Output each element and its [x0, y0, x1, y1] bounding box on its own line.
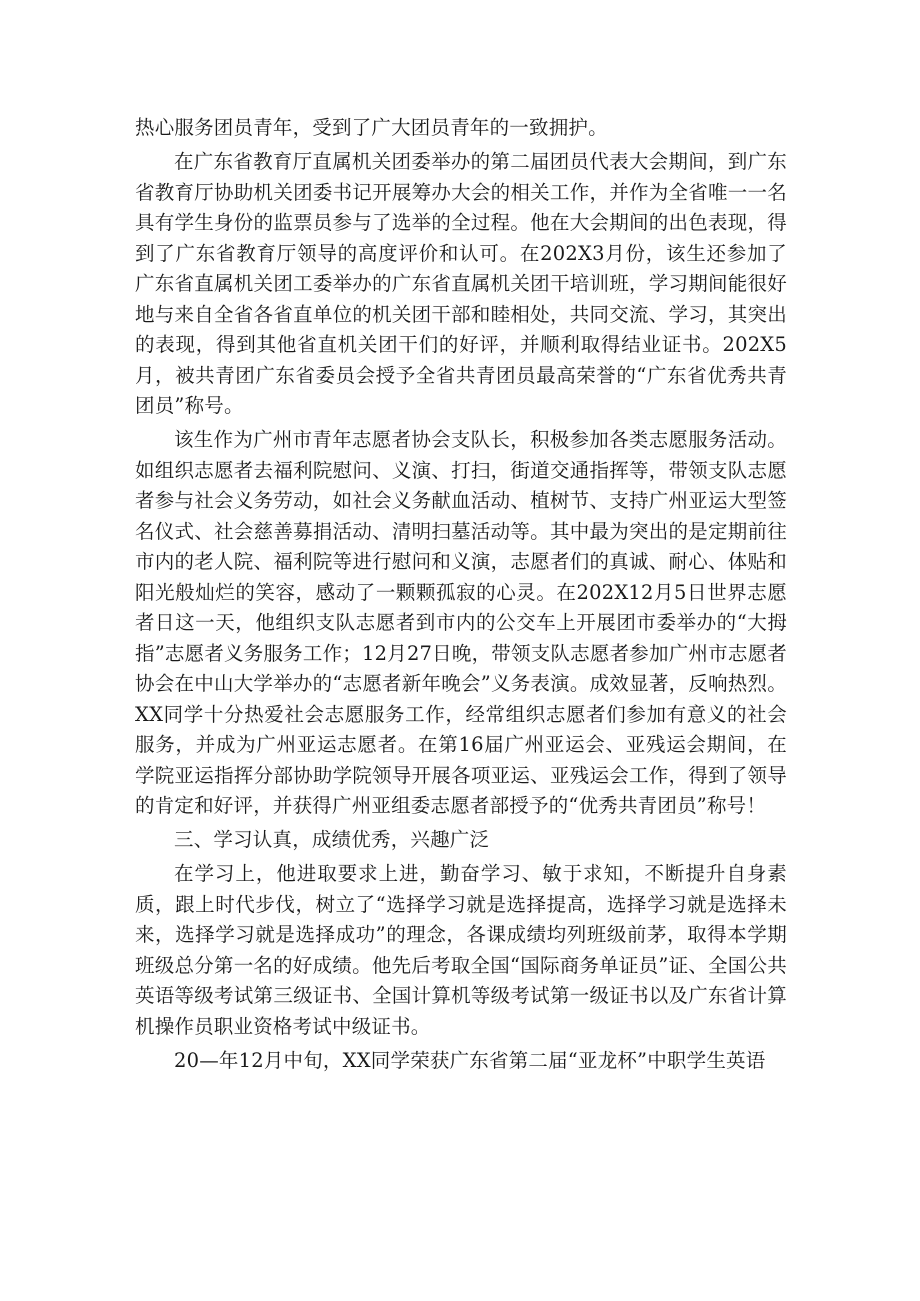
paragraph-youth-league-congress: 在广东省教育厅直属机关团委举办的第二届团员代表大会期间，到广东省教育厅协助机关团委书记开展筹办大会的相关工作，并作为全省唯一一名具有学生身份的监票员参与了选举的全过程。他在大会期间的出色表现，得到了广东省教育厅领导的高度评价和认可。在202X3月份，该生还参加了广东省直属机关团工委举办的广东省直属机关团干培训班，学习期间能很好地与来自全省各省直单位的机关团干部和睦相处，共同交流、学习，其突出的表现，得到其他省直机关团干们的好评，并顺利取得结业证书。202X5月，被共青团广东省委员会授予全省共青团员最高荣誉的“广东省优秀共青团员”称号。	[135, 150, 787, 417]
section-heading-study: 三、学习认真，成绩优秀，兴趣广泛	[174, 828, 490, 851]
paragraph-volunteer-activities: 该生作为广州市青年志愿者协会支队长，积极参加各类志愿服务活动。如组织志愿者去福利院慰问、义演、打扫，街道交通指挥等，带领支队志愿者参与社会义务劳动，如社会义务献血活动、植树节、支持广州亚运大型签名仪式、社会慈善募捐活动、清明扫墓活动等。其中最为突出的是定期前往市内的老人院、福利院等进行慰问和义演，志愿者们的真诚、耐心、体贴和阳光般灿烂的笑容，感动了一颗颗孤寂的心灵。在202X12月5日世界志愿者日这一天，他组织支队志愿者到市内的公交车上开展团市委举办的“大拇指”志愿者义务服务工作；12月27日晚，带领支队志愿者参加广州市志愿者协会在中山大学举办的“志愿者新年晚会”义务表演。成效显著，反响热烈。XX同学十分热爱社会志愿服务工作，经常组织志愿者们参加有意义的社会服务，并成为广州亚运志愿者。在第16届广州亚运会、亚残运会期间，在学院亚运指挥分部协助学院领导开展各项亚运、亚残运会工作，得到了领导的肯定和好评，并获得广州亚组委志愿者部授予的“优秀共青团员”称号！	[135, 428, 787, 817]
paragraph-english-award: 20—年12月中旬，XX同学荣获广东省第二届“亚龙杯”中职学生英语	[174, 1048, 766, 1072]
paragraph-study-achievements: 在学习上，他进取要求上进，勤奋学习、敏于求知，不断提升自身素质，跟上时代步伐，树立了“选择学习就是选择提高，选择学习就是选择未来，选择学习就是选择成功”的理念，各课成绩均列班级前茅，取得本学期班级总分第一名的好成绩。他先后考取全国“国际商务单证员”证、全国公共英语等级考试第三级证书、全国计算机等级考试第一级证书以及广东省计算机操作员职业资格考试中级证书。	[135, 862, 787, 1038]
paragraph-continuation: 热心服务团员青年，受到了广大团员青年的一致拥护。	[135, 116, 608, 139]
document-body	[135, 113, 787, 1076]
